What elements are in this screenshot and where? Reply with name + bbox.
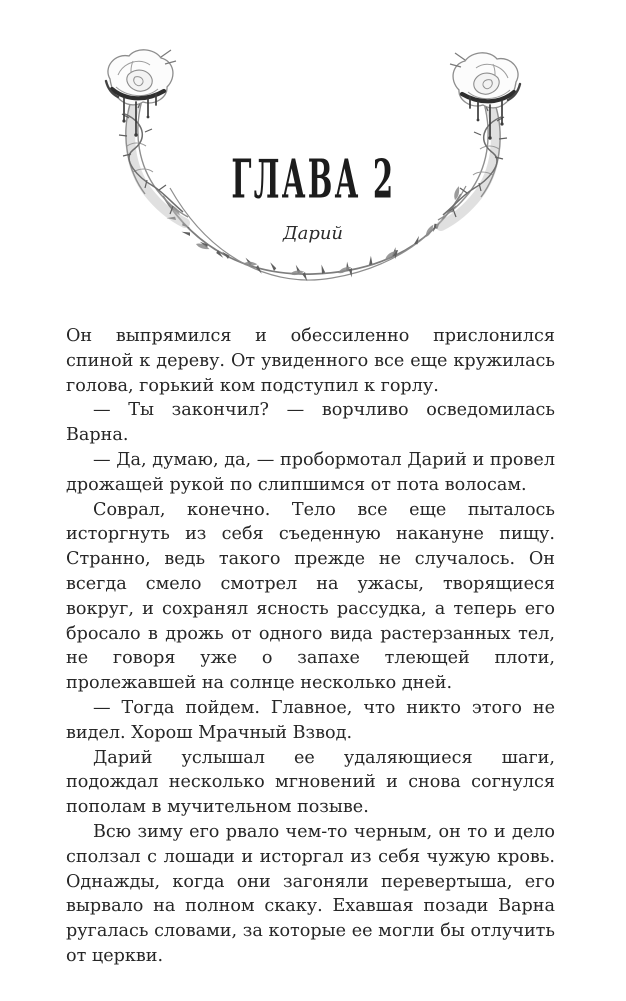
- chapter-title-text: ГЛАВА 2: [231, 148, 395, 211]
- rose-left-icon: [106, 50, 176, 137]
- paragraph: Всю зиму его рвало чем-то черным, он то и дело сползал с лошади и исторгал из себя чужую кровь. Однажды, когда они загоняли перевертыша, его вырвало на полном скаку. Ехавшая позади Варна ругалась словами, за которые ее могли бы отлучить от церкви.: [66, 821, 555, 966]
- paragraph: — Тогда пойдем. Главное, что никто этого не видел. Хорош Мрачный Взвод.: [66, 697, 555, 743]
- paragraph: — Ты закончил? — ворчливо осведомилась Варна.: [66, 400, 555, 446]
- rose-right-icon: [450, 53, 520, 140]
- paragraph: Соврал, конечно. Тело все еще пыталось исторгнуть из себя съеденную накануне пищу. Странно, ведь такого прежде не случалось. Он всегда смело смотрел на ужасы, творящиеся вокруг, и сохранял ясность рассудка, а теперь его бросало в дрожь от одного вида растерзанных тел, не говоря уже о запахе тлеющей плоти, пролежавшей на солнце несколько дней.: [66, 499, 555, 694]
- body-text: [66, 324, 555, 969]
- chapter-title: [0, 148, 626, 211]
- paragraph: Дарий услышал ее удаляющиеся шаги, подождал несколько мгновений и снова согнулся пополам в мучительном позыве.: [66, 747, 555, 818]
- paragraph: — Да, думаю, да, — пробормотал Дарий и провел дрожащей рукой по слипшимся от пота волосам.: [66, 449, 555, 495]
- chapter-subtitle: Дарий: [282, 223, 344, 244]
- paragraph: Он выпрямился и обессиленно прислонился спиной к дереву. От увиденного все еще кружилась голова, горький ком подступил к горлу.: [66, 326, 555, 396]
